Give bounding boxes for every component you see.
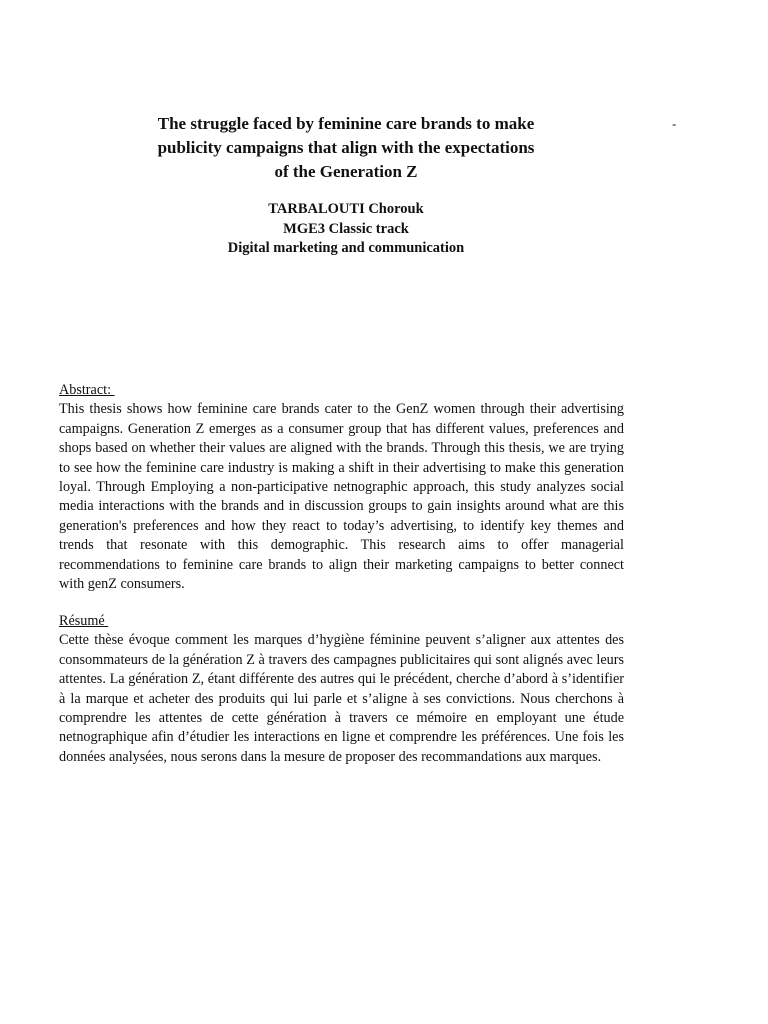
author-block bbox=[120, 200, 572, 259]
abstract-body: This thesis shows how feminine care brands cater to the GenZ women through their advertising campaigns. Generation Z emerges as a consumer group that has different values, preferences and shops based on whether their values are aligned with the brands. Through this thesis, we are trying to see how the feminine care industry is making a shift in their advertising to make this generation loyal. Through Employing a non-participative netnographic approach, this study analyzes social media interactions with the brands and in discussion groups to gain insights around what are this generation's preferences and how they react to today’s advertising, to identify key themes and trends that resonate with this demographic. This research aims to offer managerial recommendations to feminine care brands to align their marketing campaigns to better connect with genZ consumers. bbox=[59, 401, 624, 593]
author-field: Digital marketing and communication bbox=[227, 240, 465, 256]
document-title bbox=[120, 112, 572, 181]
resume-heading: Résumé bbox=[59, 613, 109, 629]
abstract-section bbox=[59, 381, 624, 594]
resume-section bbox=[59, 612, 624, 767]
corner-mark: - bbox=[672, 116, 677, 131]
title-line-1: The struggle faced by feminine care brands to make bbox=[157, 114, 535, 133]
author-name: TARBALOUTI Chorouk bbox=[268, 201, 424, 217]
resume-body: Cette thèse évoque comment les marques d’hygiène féminine peuvent s’aligner aux attentes des consommateurs de la génération Z à travers des campagnes publicitaires qui sont alignés avec leurs attentes. La génération Z, étant différente des autres qui le précédent, cherche d’abord à s’identifier à la marque et acheter des produits qui lui parle et s’aligne à ses convictions. Nous cherchons à comprendre les attentes de cette génération à travers ce mémoire en employant une étude netnographique afin d’étudier les interactions en ligne et comprendre les préférences. Une fois les données analysées, nous serons dans la mesure de proposer des recommandations aux marques. bbox=[59, 632, 624, 765]
abstract-heading: Abstract: bbox=[59, 382, 115, 398]
title-line-3: of the Generation Z bbox=[274, 162, 418, 181]
title-line-2: publicity campaigns that align with the expectations bbox=[157, 138, 535, 157]
author-program: MGE3 Classic track bbox=[283, 220, 409, 237]
